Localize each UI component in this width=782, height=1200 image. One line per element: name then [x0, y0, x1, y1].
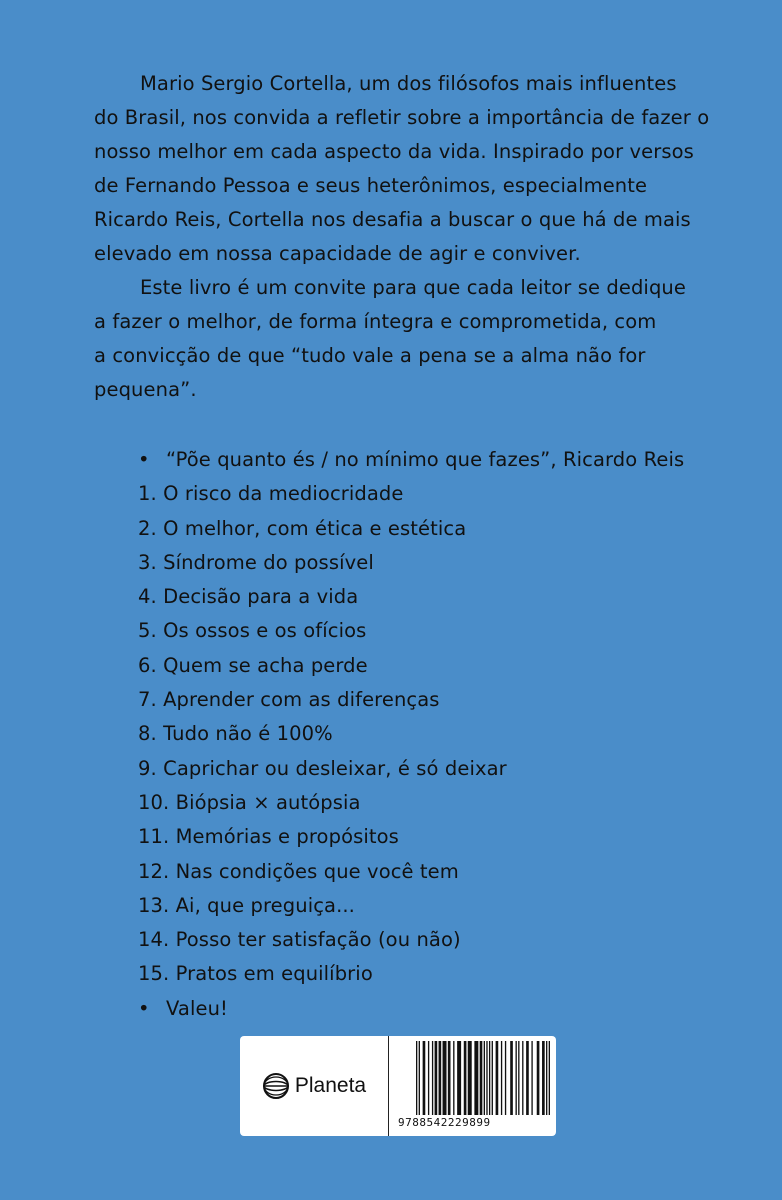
blurb-paragraph-2 [94, 271, 724, 407]
publisher-name: Planeta [294, 1074, 367, 1097]
table-of-contents [138, 443, 738, 1026]
contents-item-text: 15. Pratos em equilíbrio [138, 962, 373, 986]
blurb-line: Ricardo Reis, Cortella nos desafia a buscar o que há de mais [94, 208, 691, 231]
barcode-bar [423, 1041, 426, 1115]
label-divider [388, 1036, 389, 1136]
barcode-bar [464, 1041, 467, 1115]
blurb-line: do Brasil, nos convida a refletir sobre a importância de fazer o [94, 106, 710, 129]
contents-item [138, 512, 738, 546]
barcode-bar [453, 1041, 454, 1115]
barcode-bar [480, 1041, 483, 1115]
contents-item [138, 855, 738, 889]
blurb-line: a fazer o melhor, de forma íntegra e comprometida, com [94, 310, 657, 333]
contents-item [138, 477, 738, 511]
barcode-bar [496, 1041, 499, 1115]
contents-item [138, 889, 738, 923]
contents-item [138, 717, 738, 751]
contents-item [138, 683, 738, 717]
publisher-barcode-label [240, 1036, 556, 1136]
barcode-bar [428, 1041, 429, 1115]
contents-item [138, 580, 738, 614]
barcode-bar [489, 1041, 490, 1115]
contents-item [138, 752, 738, 786]
contents-item-text: 3. Síndrome do possível [138, 550, 374, 574]
barcode-bar [457, 1041, 461, 1115]
blurb-line: nosso melhor em cada aspecto da vida. Inspirado por versos [94, 140, 694, 163]
contents-item-text: 10. Biópsia × autópsia [138, 790, 361, 814]
barcode-bar [435, 1041, 438, 1115]
contents-item-text: 5. Os ossos e os ofícios [138, 619, 367, 643]
contents-item-text: 9. Caprichar ou desleixar, é só deixar [138, 756, 507, 780]
contents-item-text: 2. O melhor, com ética e estética [138, 516, 467, 540]
blurb-line: a convicção de que “tudo vale a pena se a alma não for [94, 344, 646, 367]
contents-item [138, 992, 738, 1026]
barcode-bar [439, 1041, 442, 1115]
barcode-bar [501, 1041, 502, 1115]
contents-item [138, 546, 738, 580]
barcode-bar [484, 1041, 485, 1115]
contents-item [138, 614, 738, 648]
barcode-bar [526, 1041, 529, 1115]
barcode [398, 1041, 548, 1131]
contents-item-text: 6. Quem se acha perde [138, 653, 368, 677]
barcode-bar [549, 1041, 550, 1115]
blurb-line: elevado em nossa capacidade de agir e conviver. [94, 242, 581, 265]
contents-item [138, 443, 738, 477]
contents-item-text: 11. Memórias e propósitos [138, 825, 399, 849]
contents-item-text: 7. Aprender com as diferenças [138, 688, 440, 712]
bullet-marker: • [138, 996, 150, 1020]
contents-item [138, 923, 738, 957]
blurb-line: de Fernando Pessoa e seus heterônimos, especialmente [94, 174, 648, 197]
contents-item-text: 14. Posso ter satisfação (ou não) [138, 928, 461, 952]
barcode-bar [518, 1041, 519, 1115]
contents-item [138, 820, 738, 854]
blurb-paragraph-1 [94, 67, 724, 271]
barcode-bar [448, 1041, 451, 1115]
blurb-line: Mario Sergio Cortella, um dos filósofos mais influentes [140, 72, 677, 95]
barcode-bar [537, 1041, 540, 1115]
contents-item-text: 12. Nas condições que você tem [138, 859, 459, 883]
globe-icon [262, 1072, 290, 1100]
contents-item-text: 1. O risco da mediocridade [138, 482, 404, 506]
barcode-bar [474, 1041, 478, 1115]
contents-item-text: 4. Decisão para a vida [138, 585, 359, 609]
barcode-bar [443, 1041, 447, 1115]
barcode-bar [416, 1041, 417, 1115]
barcode-bar [510, 1041, 513, 1115]
barcode-bar [432, 1041, 433, 1115]
barcode-bar [492, 1041, 493, 1115]
barcode-bar [419, 1041, 420, 1115]
barcode-bar [468, 1041, 472, 1115]
publisher-logo [240, 1036, 388, 1136]
barcode-bar [531, 1041, 532, 1115]
barcode-bar [546, 1041, 547, 1115]
barcode-bar [522, 1041, 523, 1115]
barcode-bar [516, 1041, 517, 1115]
contents-item [138, 786, 738, 820]
contents-item-text: 8. Tudo não é 100% [138, 722, 333, 746]
barcode-bar [505, 1041, 506, 1115]
contents-item [138, 649, 738, 683]
back-cover-blurb [94, 67, 724, 407]
contents-item-text: Valeu! [166, 996, 228, 1020]
bullet-marker: • [138, 448, 150, 471]
contents-item-text: 13. Ai, que preguiça... [138, 893, 355, 917]
blurb-line: pequena”. [94, 378, 197, 401]
barcode-bar [486, 1041, 487, 1115]
barcode-bar [542, 1041, 545, 1115]
isbn-number: 9788542229899 [398, 1116, 491, 1129]
blurb-line: Este livro é um convite para que cada leitor se dedique [140, 276, 686, 299]
contents-item-text: “Põe quanto és / no mínimo que fazes”, Ricardo Reis [166, 448, 685, 471]
contents-item [138, 957, 738, 991]
barcode-bars [416, 1041, 550, 1115]
